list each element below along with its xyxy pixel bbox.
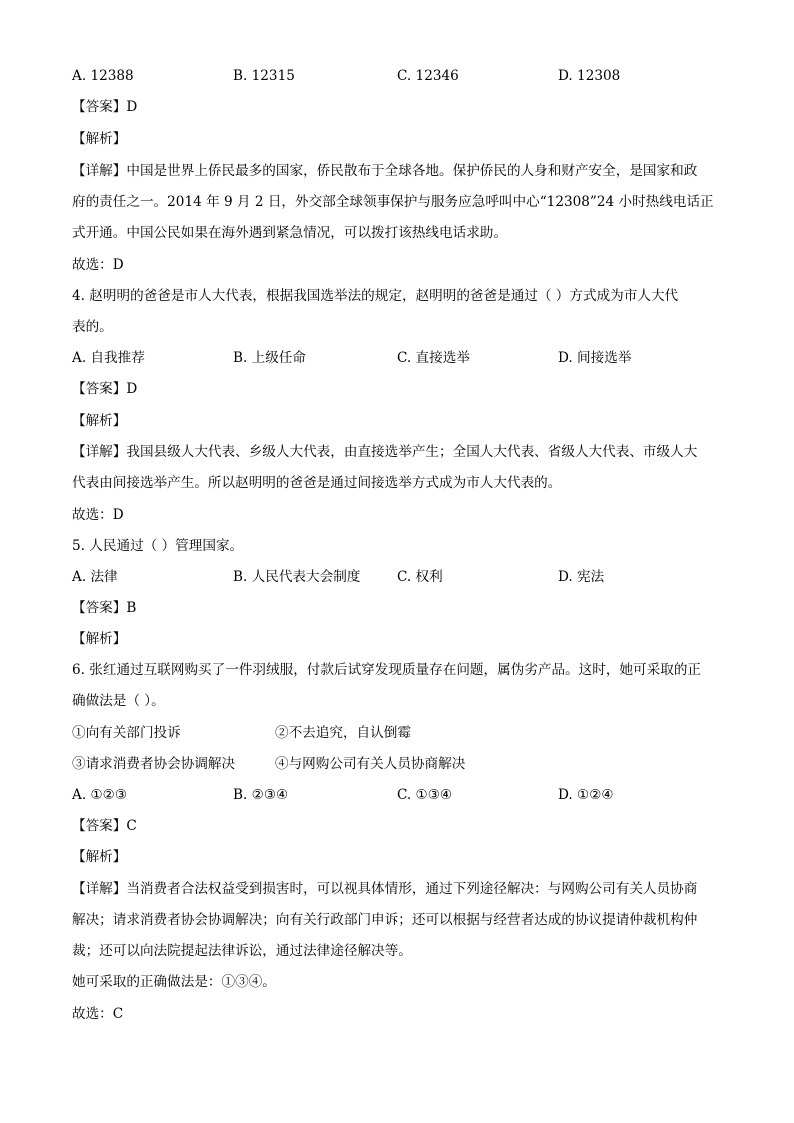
q4-option-a: A. 自我推荐 <box>72 350 145 366</box>
q6-choice-3: ③请求消费者协会协调解决 <box>72 756 236 772</box>
q3-option-b: B. 12315 <box>233 68 295 84</box>
q5-answer: 【答案】B <box>72 600 137 616</box>
q3-answer: 【答案】D <box>72 99 138 115</box>
q4-stem-line-2: 表的。 <box>72 319 113 335</box>
q6-option-d: D. ①②④ <box>558 787 614 803</box>
q4-option-d: D. 间接选举 <box>558 350 632 366</box>
q4-detail-line-2: 代表由间接选举产生。所以赵明明的爸爸是通过间接选举方式成为市人大代表的。 <box>72 475 562 491</box>
q4-detail-line-1: 【详解】我国县级人大代表、乡级人大代表，由直接选举产生；全国人大代表、省级人大代表、市级人大 <box>72 444 698 460</box>
q4-result: 故选：D <box>72 507 124 523</box>
q3-detail-line-3: 式开通。中国公民如果在海外遇到紧急情况，可以拨打该热线电话求助。 <box>72 225 507 241</box>
q5-option-c: C. 权利 <box>397 569 443 585</box>
q3-option-a: A. 12388 <box>72 68 134 84</box>
q6-stem-line-1: 6. 张红通过互联网购买了一件羽绒服，付款后试穿发现质量存在问题，属伪劣产品。这时，她可采取的正 <box>72 662 702 678</box>
q6-choice-2: ②不去追究，自认倒霉 <box>275 725 411 741</box>
q4-option-c: C. 直接选举 <box>397 350 470 366</box>
q5-option-a: A. 法律 <box>72 569 118 585</box>
q3-detail-line-1: 【详解】中国是世界上侨民最多的国家，侨民散布于全球各地。保护侨民的人身和财产安全，是国家和政 <box>72 163 698 179</box>
q6-option-b: B. ②③④ <box>233 787 289 803</box>
q6-result: 故选：C <box>72 1006 124 1022</box>
q4-stem-line-1: 4. 赵明明的爸爸是市人大代表，根据我国选举法的规定，赵明明的爸爸是通过（ ）方式成为市人大代 <box>72 288 679 304</box>
q6-stem-line-2: 确做法是（ ）。 <box>72 693 165 709</box>
q4-answer: 【答案】D <box>72 381 138 397</box>
q3-result: 故选：D <box>72 257 124 273</box>
q3-analysis-label: 【解析】 <box>72 131 127 147</box>
q6-detail-line-1: 【详解】当消费者合法权益受到损害时，可以视具体情形，通过下列途径解决：与网购公司有关人员协商 <box>72 881 698 897</box>
q5-option-d: D. 宪法 <box>558 569 605 585</box>
q6-option-a: A. ①②③ <box>72 787 128 803</box>
q5-stem: 5. 人民通过（ ）管理国家。 <box>72 538 244 554</box>
q3-option-d: D. 12308 <box>558 68 621 84</box>
q6-detail-line-2: 解决；请求消费者协会协调解决；向有关行政部门申诉；还可以根据与经营者达成的协议提请仲裁机构仲 <box>72 912 698 928</box>
q3-detail-line-2: 府的责任之一。2014 年 9 月 2 日，外交部全球领事保护与服务应急呼叫中心“12308”24 小时热线电话正 <box>72 194 714 210</box>
q6-option-c: C. ①③④ <box>397 787 453 803</box>
q6-analysis-label: 【解析】 <box>72 849 127 865</box>
q6-choice-4: ④与网购公司有关人员协商解决 <box>275 756 466 772</box>
q6-detail-line-4: 她可采取的正确做法是：①③④。 <box>72 974 276 990</box>
q6-answer: 【答案】C <box>72 818 137 834</box>
q4-option-b: B. 上级任命 <box>233 350 307 366</box>
q6-choice-1: ①向有关部门投诉 <box>72 725 181 741</box>
q3-option-c: C. 12346 <box>397 68 459 84</box>
q5-analysis-label: 【解析】 <box>72 631 127 647</box>
q5-option-b: B. 人民代表大会制度 <box>233 569 361 585</box>
q4-analysis-label: 【解析】 <box>72 413 127 429</box>
q6-detail-line-3: 裁；还可以向法院提起法律诉讼，通过法律途径解决等。 <box>72 943 412 959</box>
